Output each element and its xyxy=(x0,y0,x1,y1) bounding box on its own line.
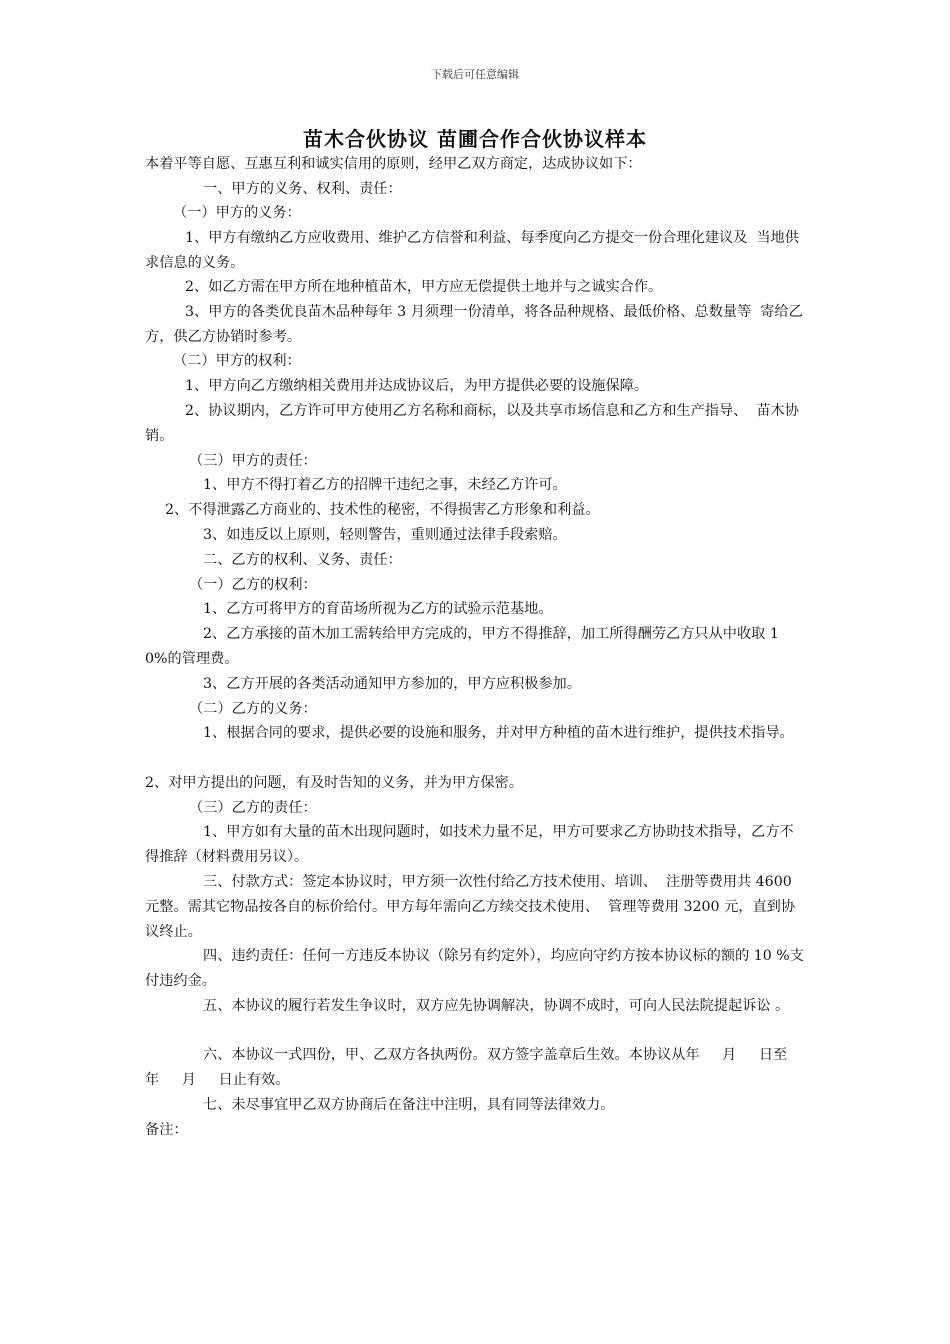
clause-paragraph: 1、甲方不得打着乙方的招牌干违纪之事，未经乙方许可。 xyxy=(203,477,567,493)
clause-paragraph: 2、如乙方需在甲方所在地种植苗木，甲方应无偿提供土地并与之诚实合作。 xyxy=(185,279,663,295)
clause-paragraph: 3、甲方的各类优良苗木品种每年 3 月须理一份清单，将各品种规格、最低价格、总数量等 寄给乙方，供乙方协销时参考。 xyxy=(145,304,803,345)
clause-paragraph: 六、本协议一式四份，甲、乙双方各执两份。双方签字盖章后生效。本协议从年 月 日至 年 月 日止有效。 xyxy=(145,1047,810,1088)
clause-paragraph: 2、对甲方提出的问题，有及时告知的义务，并为甲方保密。 xyxy=(145,775,523,791)
clause-paragraph: 五、本协议的履行若发生争议时，双方应先协调解决，协调不成时，可向人民法院提起诉讼 。 xyxy=(203,998,790,1014)
clause-paragraph: 2、协议期内，乙方许可甲方使用乙方名称和商标，以及共享市场信息和乙方和生产指导、 苗木协销。 xyxy=(145,403,799,444)
subsection-heading: （三）甲方的责任： xyxy=(189,453,317,469)
section-heading: 二、乙方的权利、义务、责任： xyxy=(203,552,402,568)
subsection-heading: （一）甲方的义务： xyxy=(173,205,301,221)
clause-paragraph: 四、违约责任：任何一方违反本协议（除另有约定外），均应向守约方按本协议标的额的 10 %支付违约金。 xyxy=(145,948,804,989)
clause-paragraph: 1、根据合同的要求，提供必要的设施和服务，并对甲方种植的苗木进行维护，提供技术指导。 xyxy=(203,725,794,741)
subsection-heading: （二）甲方的权利： xyxy=(173,353,301,369)
subsection-heading: （三）乙方的责任： xyxy=(189,800,317,816)
clause-paragraph: 七、未尽事宜甲乙双方协商后在备注中注明，具有同等法律效力。 xyxy=(203,1097,615,1113)
clause-paragraph: 1、甲方如有大量的苗木出现问题时，如技术力量不足，甲方可要求乙方协助技术指导，乙方不得推辞（材料费用另议）。 xyxy=(145,824,794,865)
clause-paragraph: 1、甲方有缴纳乙方应收费用、维护乙方信誉和利益、每季度向乙方提交一份合理化建议及 当地供求信息的义务。 xyxy=(145,230,799,271)
clause-paragraph: 3、如违反以上原则，轻则警告，重则通过法律手段索赔。 xyxy=(203,527,567,543)
subsection-heading: （一）乙方的权利： xyxy=(189,577,317,593)
clause-paragraph: 1、甲方向乙方缴纳相关费用并达成协议后，为甲方提供必要的设施保障。 xyxy=(185,378,649,394)
intro-paragraph: 本着平等自愿、互惠互利和诚实信用的原则，经甲乙双方商定，达成协议如下： xyxy=(145,156,642,172)
clause-paragraph: 2、不得泄露乙方商业的、技术性的秘密，不得损害乙方形象和利益。 xyxy=(165,502,600,518)
clause-paragraph: 2、乙方承接的苗木加工需转给甲方完成的，甲方不得推辞，加工所得酬劳乙方只从中收取 1 0%的管理费。 xyxy=(145,626,784,667)
clause-paragraph: 三、付款方式：签定本协议时，甲方须一次性付给乙方技术使用、培训、 注册等费用共 4600 元整。需其它物品按各自的标价给付。甲方每年需向乙方续交技术使用、 管理等费用 3200 元，直到协议终止。 xyxy=(145,874,797,940)
remarks-label: 备注： xyxy=(145,1122,188,1138)
clause-paragraph: 3、乙方开展的各类活动通知甲方参加的，甲方应积极参加。 xyxy=(203,676,581,692)
document-title: 苗木合伙协议 苗圃合作合伙协议样本 xyxy=(303,127,647,151)
clause-paragraph: 1、乙方可将甲方的育苗场所视为乙方的试验示范基地。 xyxy=(203,601,553,617)
section-heading: 一、甲方的义务、权利、责任： xyxy=(203,181,402,197)
header-note: 下载后可任意编辑 xyxy=(431,68,519,81)
subsection-heading: （二）乙方的义务： xyxy=(189,701,317,717)
